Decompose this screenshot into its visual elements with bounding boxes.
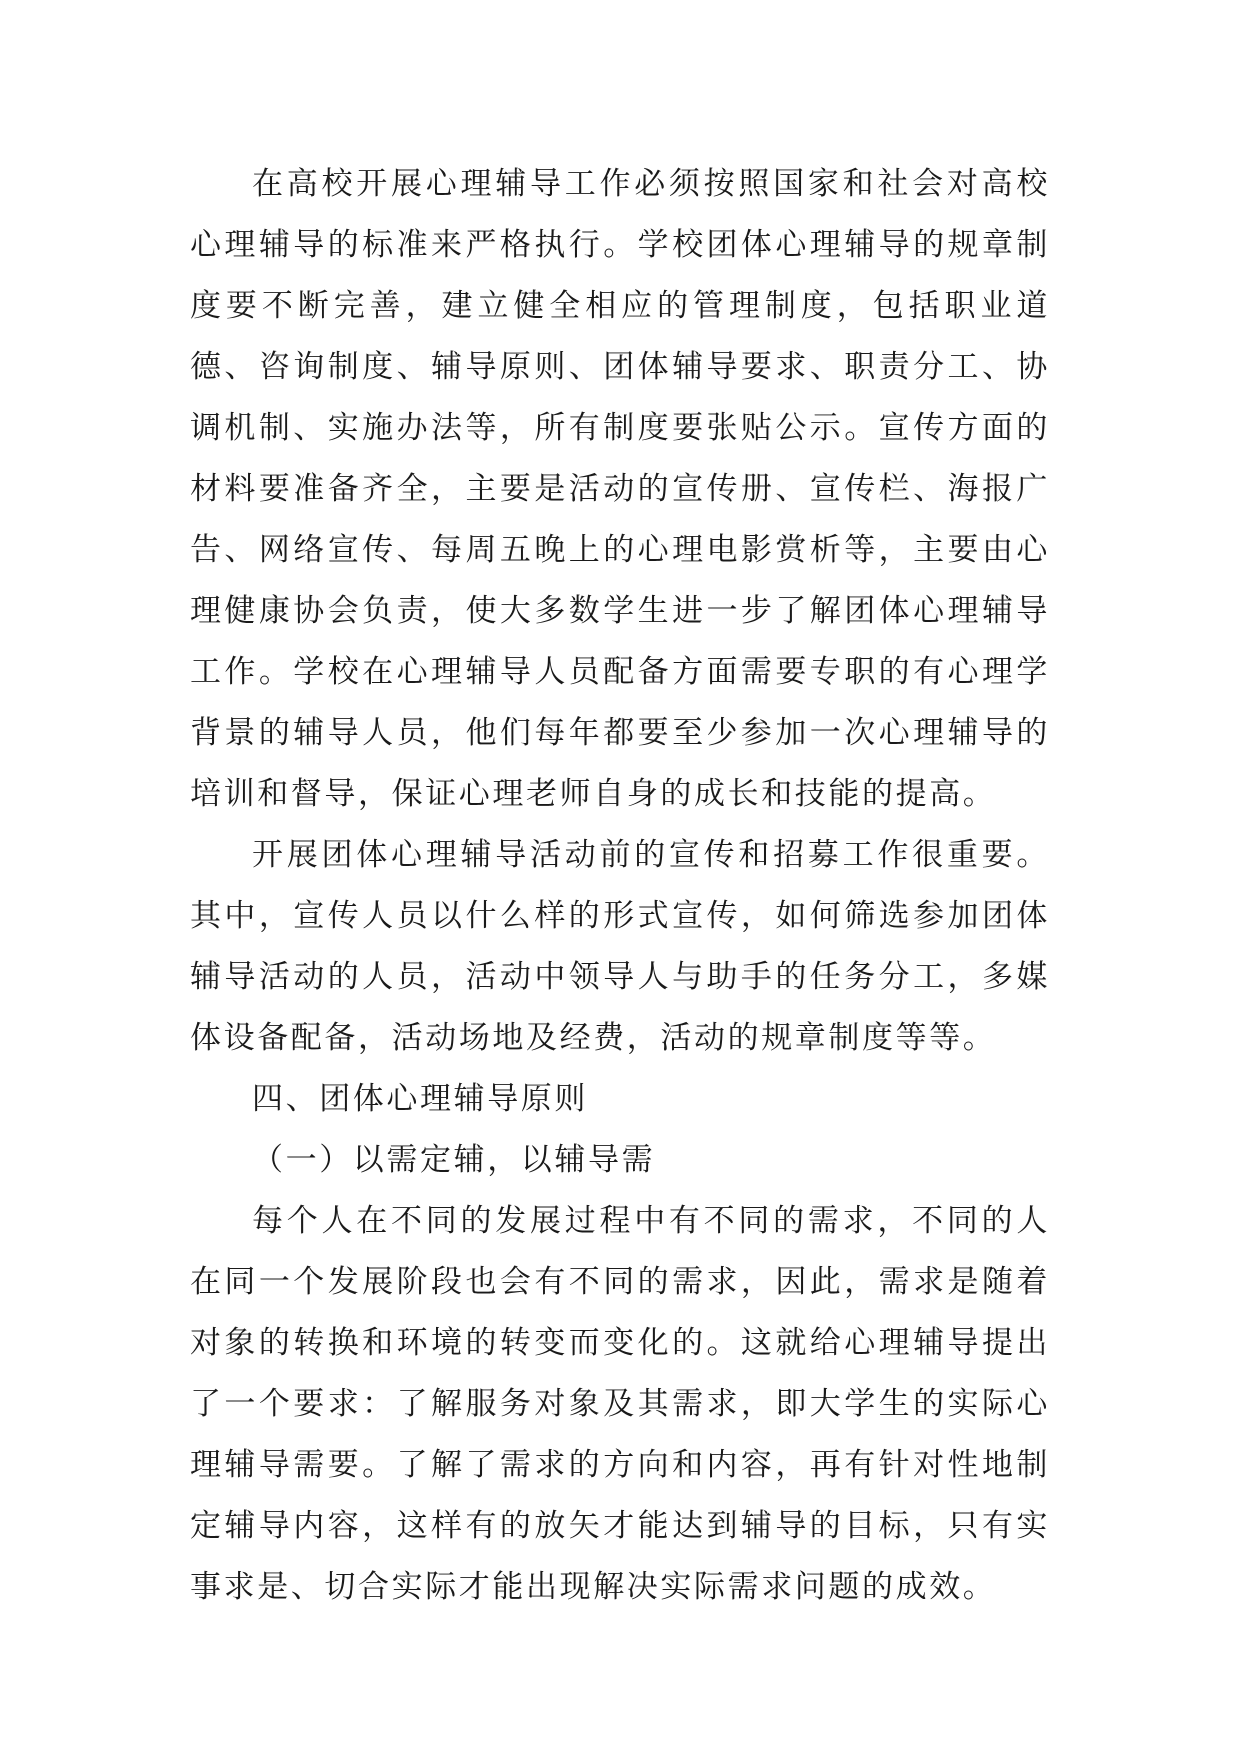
section-heading: 四、团体心理辅导原则 (252, 1081, 588, 1117)
paragraph-needs-principle: 每个人在不同的发展过程中有不同的需求，不同的人在同一个发展阶段也会有不同的需求，因此，需求是随着对象的转换和环境的转变而变化的。这就给心理辅导提出了一个要求：了解服务对象及其需求，即大学生的实际心理辅导需要。了解了需求的方向和内容，再有针对性地制定辅导内容，这样有的放矢才能达到辅导的目标，只有实事求是、切合实际才能出现解决实际需求问题的成效。 (190, 1203, 1050, 1605)
paragraph-publicity-recruitment: 开展团体心理辅导活动前的宣传和招募工作很重要。其中，宣传人员以什么样的形式宣传，如何筛选参加团体辅导活动的人员，活动中领导人与助手的任务分工，多媒体设备配备，活动场地及经费，活动的规章制度等等。 (190, 837, 1050, 1056)
paragraph-counseling-standards: 在高校开展心理辅导工作必须按照国家和社会对高校心理辅导的标准来严格执行。学校团体心理辅导的规章制度要不断完善，建立健全相应的管理制度，包括职业道德、咨询制度、辅导原则、团体辅导要求、职责分工、协调机制、实施办法等，所有制度要张贴公示。宣传方面的材料要准备齐全，主要是活动的宣传册、宣传栏、海报广告、网络宣传、每周五晚上的心理电影赏析等，主要由心理健康协会负责，使大多数学生进一步了解团体心理辅导工作。学校在心理辅导人员配备方面需要专职的有心理学背景的辅导人员，他们每年都要至少参加一次心理辅导的培训和督导，保证心理老师自身的成长和技能的提高。 (190, 166, 1050, 812)
subsection-heading: （一）以需定辅，以辅导需 (252, 1142, 656, 1178)
document-body (190, 154, 1050, 1618)
